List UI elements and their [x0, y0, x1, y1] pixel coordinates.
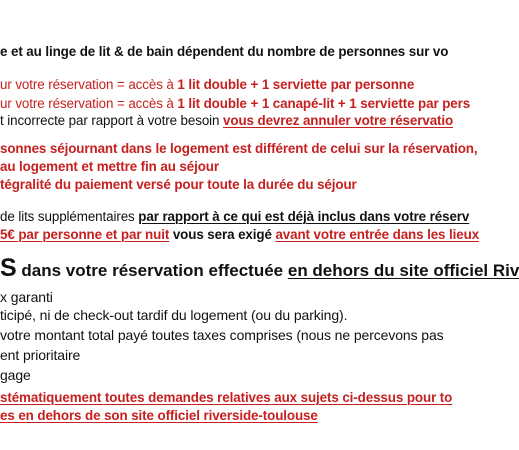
heading-text: dans votre réservation effectuée — [16, 261, 288, 280]
doc-line-incorrect — [0, 113, 453, 129]
doc-emphasis: 1 lit double + 1 canapé-lit + 1 serviette par pers — [177, 96, 471, 111]
heading-emphasis: en dehors du site officiel Riv — [287, 261, 519, 280]
doc-fee: 5€ par personne et par nuit — [0, 227, 170, 242]
doc-emphasis: avant votre entrée dans les lieux — [275, 227, 480, 242]
doc-line-extra-beds — [0, 209, 469, 225]
doc-line-two-persons — [0, 96, 470, 112]
doc-line-one-person — [0, 77, 414, 93]
bullet-line-1: x garanti — [0, 289, 53, 305]
doc-line-refusal: stématiquement toutes demandes relatives aux sujets ci-dessus pour to — [0, 390, 453, 405]
doc-text: ur votre réservation = accès à — [0, 77, 178, 92]
doc-line-payment: tégralité du paiement versé pour toute la durée du séjour — [0, 177, 357, 192]
doc-line-fee — [0, 227, 479, 243]
heading-letter: S — [0, 254, 17, 282]
doc-emphasis: par rapport à ce qui est déjà inclus dans votre réserv — [138, 209, 470, 224]
doc-emphasis: vous devrez annuler votre réservatio — [223, 113, 454, 128]
doc-emphasis: 1 lit double + 1 serviette par personne — [177, 77, 415, 92]
bullet-line-3: votre montant total payé toutes taxes comprises (nous ne percevons pas — [0, 327, 444, 343]
doc-line-official-site: es en dehors de son site officiel riverside-toulouse — [0, 408, 318, 423]
doc-text: vous sera exigé — [169, 227, 276, 242]
bullet-line-4: ent prioritaire — [0, 347, 81, 363]
doc-line-end-stay: au logement et mettre fin au séjour — [0, 159, 219, 174]
doc-line-different-persons: sonnes séjournant dans le logement est différent de celui sur la réservation, — [0, 141, 478, 156]
bullet-line-5: gage — [0, 367, 31, 383]
section-heading — [0, 254, 519, 282]
doc-text: t incorrecte par rapport à votre besoin — [0, 113, 224, 128]
bullet-line-2: ticipé, ni de check-out tardif du logement (ou du parking). — [0, 307, 348, 323]
doc-text: de lits supplémentaires — [0, 209, 139, 224]
doc-text: ur votre réservation = accès à — [0, 96, 178, 111]
doc-line-occupancy: e et au linge de lit & de bain dépendent du nombre de personnes sur vo — [0, 44, 449, 59]
